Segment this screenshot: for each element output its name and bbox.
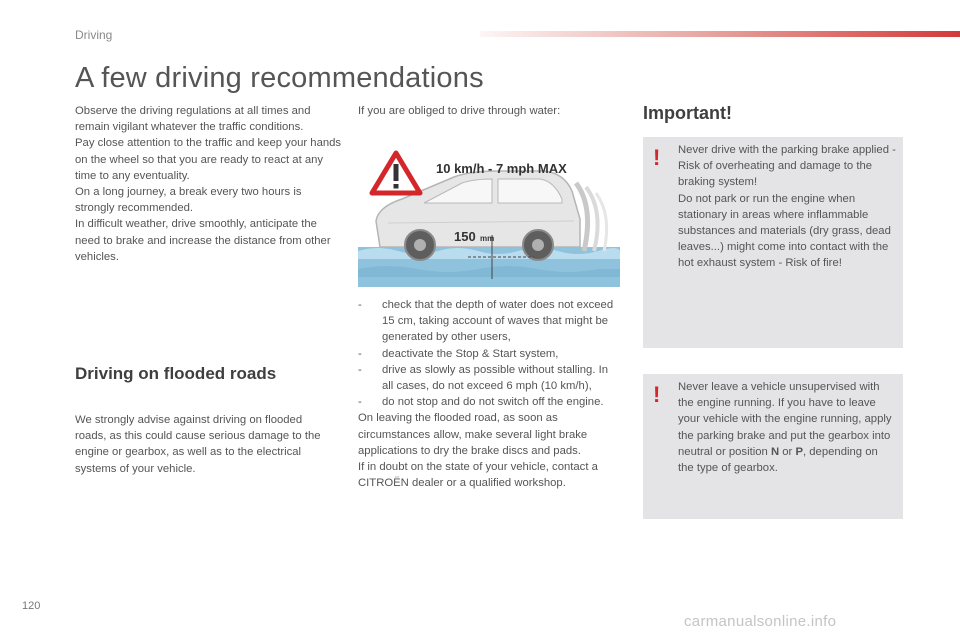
after-flood-text: On leaving the flooded road, as soon as circumstances allow, make several light brake applications to dry the brake discs and pads. (358, 412, 588, 457)
warning-line: Never drive with the parking brake applied - Risk of overheating and damage to the braking system! (678, 144, 896, 189)
warning-box (643, 374, 903, 519)
flooded-roads-text: We strongly advise against driving on flooded roads, as this could cause serious damage to the engine or gearbox, as well as to the electrical systems of your vehicle. (75, 414, 321, 475)
list-dash: - (358, 363, 362, 376)
warning-text (678, 142, 896, 272)
warning-line: Do not park or run the engine when stationary in areas where inflammable substances and materials (dry grass, dead leaves...) might come into contact with the hot exhaust system - Risk of fire! (678, 192, 891, 270)
list-item-text: check that the depth of water does not exceed 15 cm, taking account of waves that might be generated by other users, (382, 299, 614, 344)
warning-line: Never leave a vehicle unsupervised with the engine running. If you have to leave your vehicle with the engine running, apply the parking brake and put the gearbox into neutral or position (678, 381, 892, 458)
gear-position-p: P (795, 445, 803, 458)
flooded-road-illustration (358, 147, 620, 287)
speed-limit-label: 10 km/h - 7 mph MAX (436, 161, 567, 176)
list-item-text: deactivate the Stop & Start system, (382, 347, 559, 360)
intro-line: Pay close attention to the traffic and keep your hands on the wheel so that you are ready to react at any time to any eventuality. (75, 137, 342, 182)
after-flood-text: If in doubt on the state of your vehicle, contact a CITROËN dealer or a qualified workshop. (358, 461, 598, 490)
list-item (358, 362, 620, 394)
warning-text (678, 379, 896, 476)
warning-line: or (779, 445, 796, 458)
water-depth-value: 150 (454, 229, 476, 244)
list-dash: - (358, 396, 362, 409)
section-label: Driving (75, 28, 113, 42)
intro-line: In difficult weather, drive smoothly, anticipate the need to brake and increase the distance from other vehicles. (75, 218, 331, 263)
header-bar (480, 31, 960, 37)
gear-position-n: N (770, 445, 780, 458)
warning-box (643, 137, 903, 348)
water-depth-unit: mm (480, 234, 495, 243)
list-item-text: do not stop and do not switch off the engine. (382, 396, 604, 409)
list-item (358, 394, 620, 410)
water-instructions (358, 297, 620, 491)
warning-line: , depending on the type of gearbox. (678, 445, 878, 475)
exclamation-icon: ! (653, 145, 661, 170)
list-item-text: drive as slowly as possible without stalling. In all cases, do not exceed 6 mph (10 km/h), (382, 363, 609, 393)
page-title: A few driving recommendations (75, 62, 484, 94)
list-item (358, 297, 620, 346)
intro-text (75, 103, 343, 265)
watermark: carmanualsonline.info (684, 613, 837, 630)
intro-line: Observe the driving regulations at all times and remain vigilant whatever the traffic conditions. (75, 105, 311, 134)
important-heading: Important! (643, 103, 732, 123)
list-dash: - (358, 347, 362, 360)
list-item (358, 346, 620, 362)
water-intro: If you are obliged to drive through water: (358, 105, 561, 117)
exclamation-icon: ! (653, 382, 661, 407)
flooded-roads-heading: Driving on flooded roads (75, 364, 277, 383)
list-dash: - (358, 299, 362, 311)
intro-line: On a long journey, a break every two hours is strongly recommended. (75, 186, 302, 215)
page-number: 120 (22, 600, 41, 612)
